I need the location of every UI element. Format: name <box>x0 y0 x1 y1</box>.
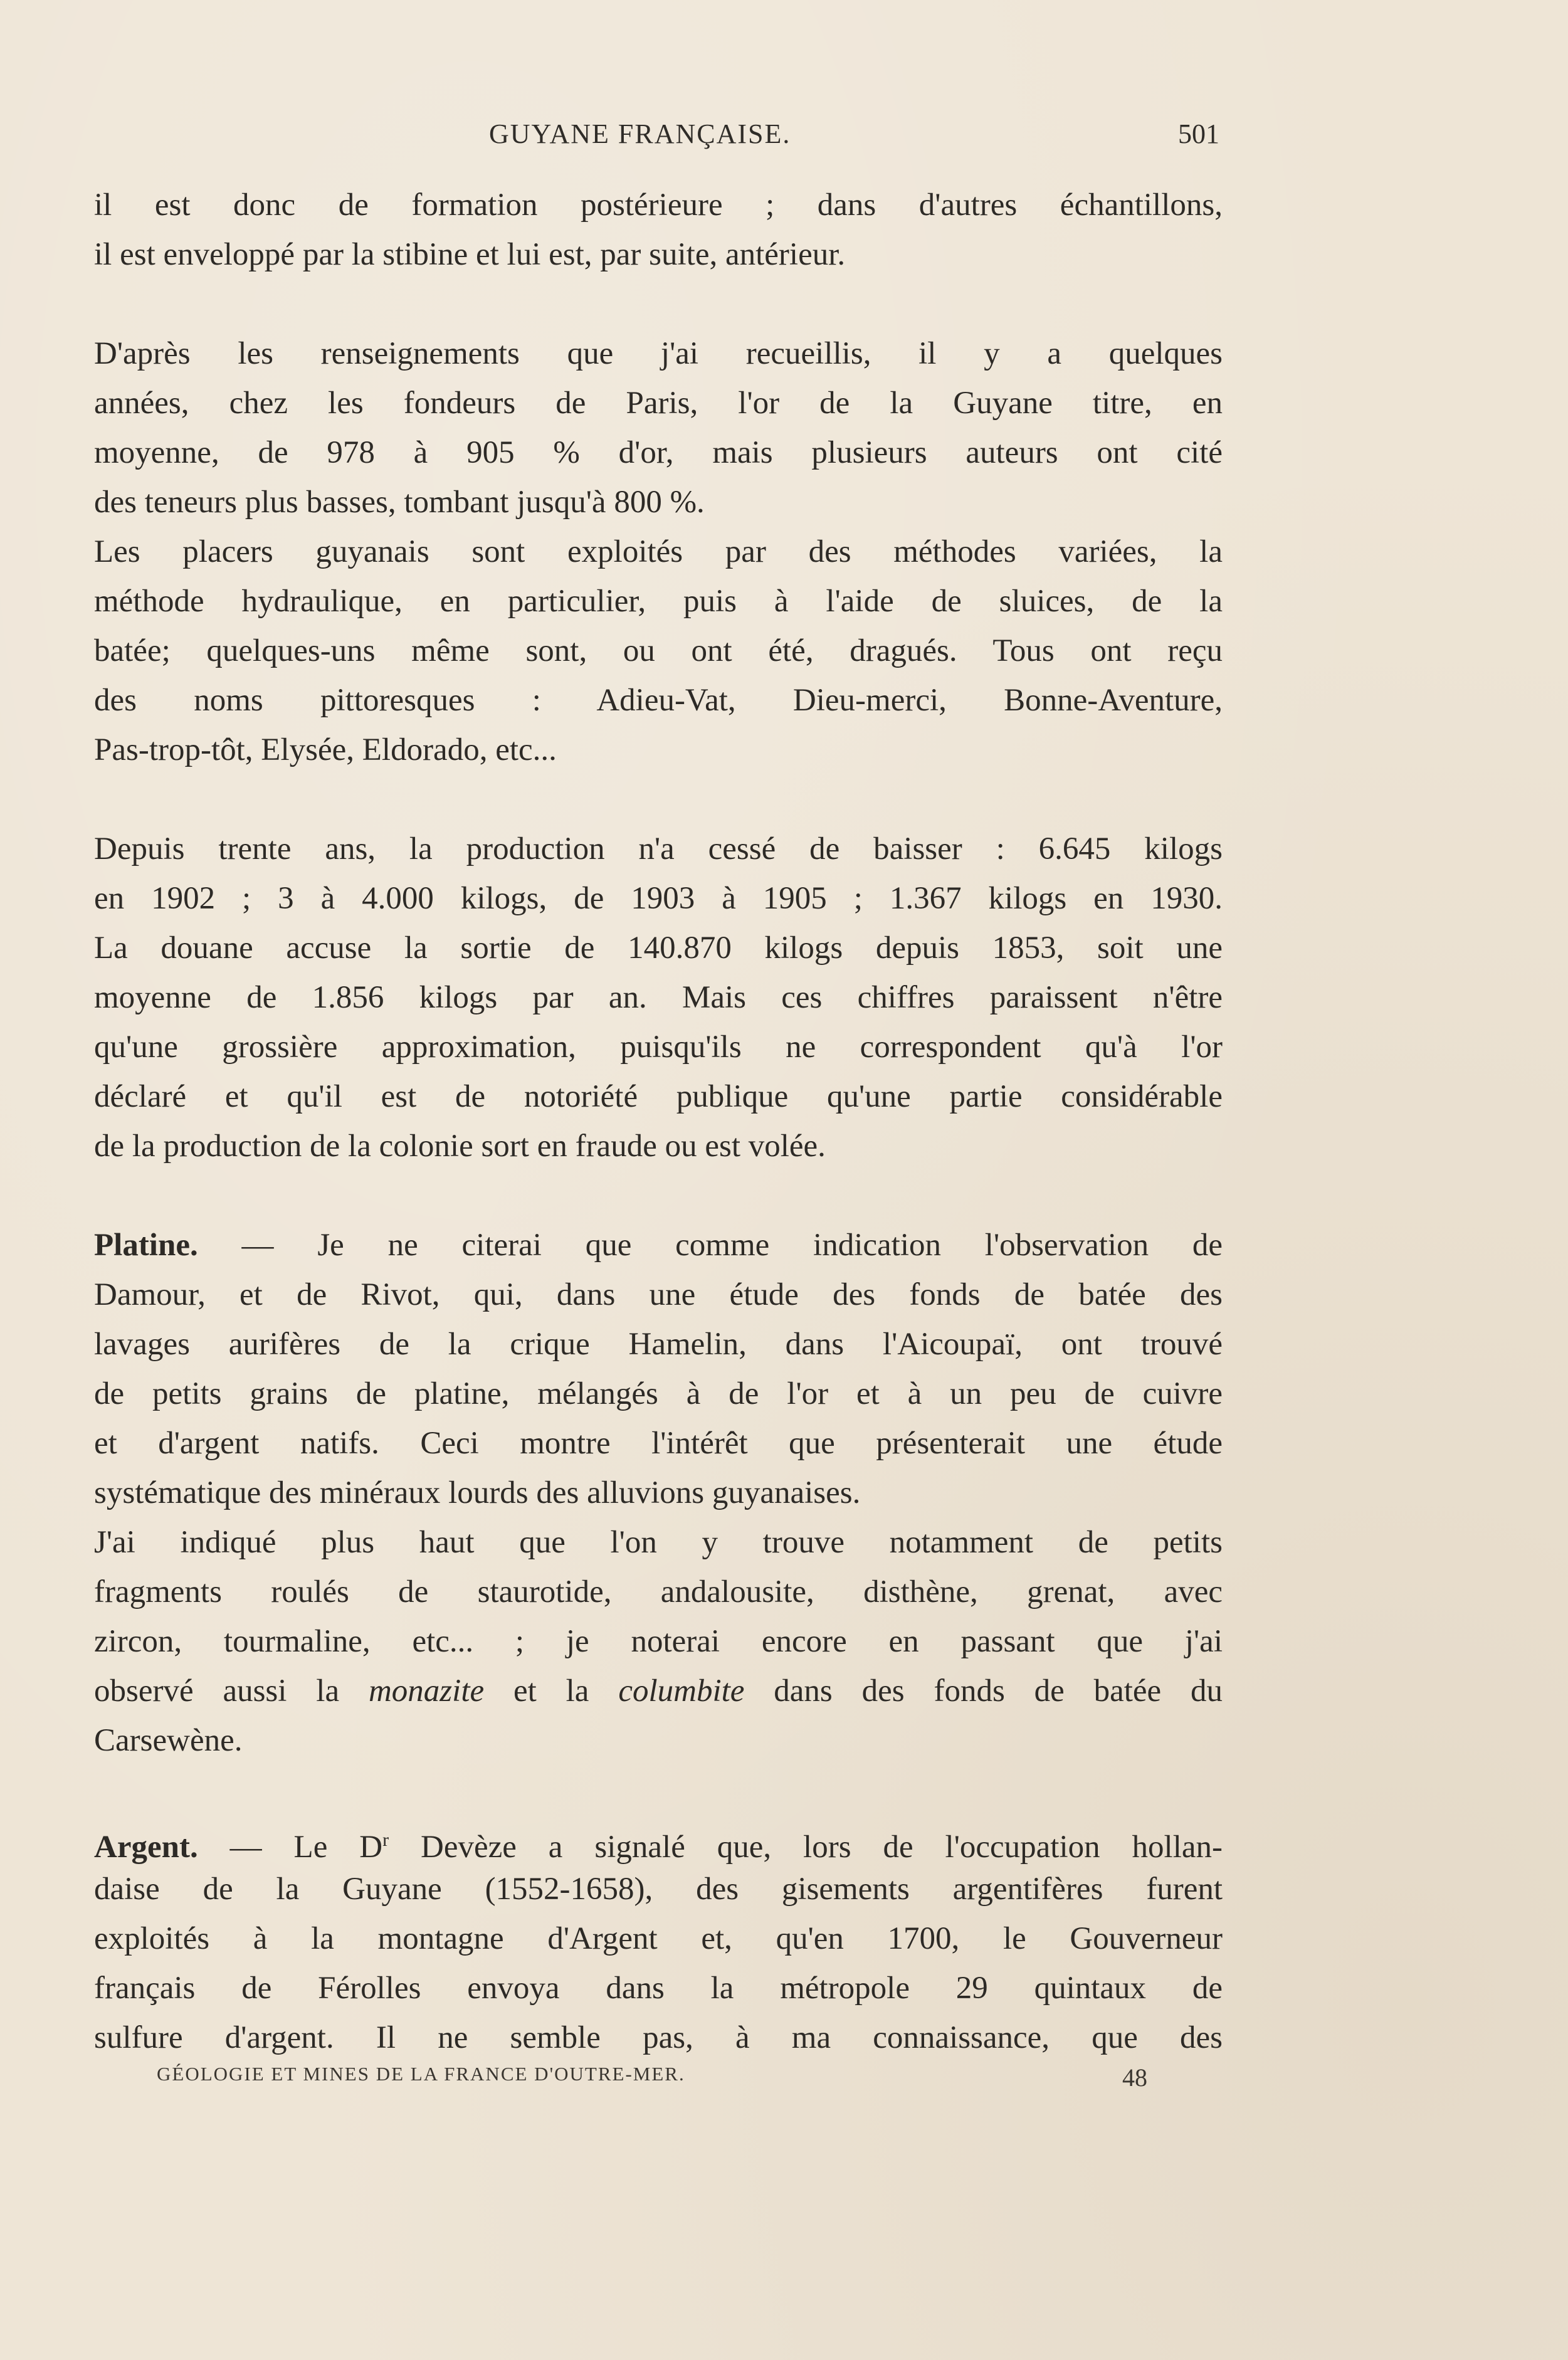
paragraph-placers <box>94 527 1223 775</box>
paragraph-heavy-minerals <box>94 1518 1223 1766</box>
body-text <box>94 181 1223 2063</box>
footer-title: GÉOLOGIE ET MINES DE LA FRANCE D'OUTRE-MER. <box>157 2063 685 2085</box>
section-argent <box>94 1815 1223 2063</box>
text-line: J'ai indiqué plus haut que l'on y trouve notamment de petits <box>94 1525 1223 1560</box>
text-line: batée; quelques-uns même sont, ou ont été, dragués. Tous ont reçu <box>94 633 1223 668</box>
text-line: D'après les renseignements que j'ai recueillis, il y a quelques <box>94 336 1223 371</box>
text-line: français de Férolles envoya dans la métropole 29 quintaux de <box>94 1971 1223 2006</box>
page-number: 501 <box>1178 119 1219 149</box>
text-line: qu'une grossière approximation, puisqu'ils ne correspondent qu'à l'or <box>94 1030 1223 1065</box>
title-superscript: r <box>382 1830 389 1850</box>
text-line: en 1902 ; 3 à 4.000 kilogs, de 1903 à 1905 ; 1.367 kilogs en 1930. <box>94 881 1223 916</box>
section-heading-platine: Platine. <box>94 1228 198 1263</box>
section-platine <box>94 1221 1223 1518</box>
text-line: et d'argent natifs. Ceci montre l'intérêt que présenterait une étude <box>94 1426 1223 1461</box>
text-line: daise de la Guyane (1552-1658), des gisements argentifères furent <box>94 1872 1223 1907</box>
text-line <box>94 1221 1223 1270</box>
text-line: Les placers guyanais sont exploités par des méthodes variées, la <box>94 534 1223 569</box>
text-line: années, chez les fondeurs de Paris, l'or de la Guyane titre, en <box>94 386 1223 421</box>
text-fragment: — Le D <box>229 1830 383 1865</box>
paragraph-gold-titre <box>94 329 1223 527</box>
text-line: fragments roulés de staurotide, andalousite, disthène, grenat, avec <box>94 1574 1223 1609</box>
text-line: méthode hydraulique, en particulier, puis à l'aide de sluices, de la <box>94 584 1223 619</box>
text-line: déclaré et qu'il est de notoriété publique qu'une partie considérable <box>94 1079 1223 1114</box>
text-line <box>94 1667 1223 1716</box>
text-line: de la production de la colonie sort en fraude ou est volée. <box>94 1129 826 1164</box>
text-line: Depuis trente ans, la production n'a cessé de baisser : 6.645 kilogs <box>94 831 1223 867</box>
text-line: sulfure d'argent. Il ne semble pas, à ma connaissance, que des <box>94 2020 1223 2055</box>
text-line: lavages aurifères de la crique Hamelin, dans l'Aicoupaï, ont trouvé <box>94 1327 1223 1362</box>
text-line: La douane accuse la sortie de 140.870 kilogs depuis 1853, soit une <box>94 930 1223 966</box>
text-line: des teneurs plus basses, tombant jusqu'à 800 %. <box>94 485 705 520</box>
text-fragment: dans des fonds de batée du <box>774 1673 1223 1709</box>
text-line: Pas-trop-tôt, Elysée, Eldorado, etc... <box>94 732 557 767</box>
paragraph-continuation <box>94 181 1223 280</box>
text-line: il est donc de formation postérieure ; dans d'autres échantillons, <box>94 187 1223 223</box>
text-line: des noms pittoresques : Adieu-Vat, Dieu-merci, Bonne-Aventure, <box>94 683 1223 718</box>
text-line: moyenne, de 978 à 905 % d'or, mais plusieurs auteurs ont cité <box>94 435 1223 470</box>
text-line: moyenne de 1.856 kilogs par an. Mais ces chiffres paraissent n'être <box>94 980 1223 1015</box>
text-line: zircon, tourmaline, etc... ; je noterai encore en passant que j'ai <box>94 1624 1223 1659</box>
signature-mark: 48 <box>1122 2063 1147 2092</box>
page-footer <box>94 2063 1147 2094</box>
page-header <box>94 118 1219 155</box>
text-line: il est enveloppé par la stibine et lui est, par suite, antérieur. <box>94 237 846 272</box>
mineral-name-monazite: monazite <box>368 1673 485 1709</box>
text-line <box>94 1815 1223 1865</box>
text-fragment: observé aussi la <box>94 1673 340 1709</box>
text-fragment: — Je ne citerai que comme indication l'observation de <box>241 1228 1223 1263</box>
text-line: exploités à la montagne d'Argent et, qu'en 1700, le Gouverneur <box>94 1921 1223 1956</box>
text-line: de petits grains de platine, mélangés à de l'or et à un peu de cuivre <box>94 1376 1223 1411</box>
paragraph-production <box>94 824 1223 1171</box>
text-fragment: et la <box>513 1673 589 1709</box>
text-line: Carsewène. <box>94 1723 243 1758</box>
section-heading-argent: Argent. <box>94 1830 198 1865</box>
text-line: Damour, et de Rivot, qui, dans une étude des fonds de batée des <box>94 1277 1223 1312</box>
running-title: GUYANE FRANÇAISE. <box>489 119 791 149</box>
text-fragment: Devèze a signalé que, lors de l'occupation hollan- <box>421 1830 1223 1865</box>
mineral-name-columbite: columbite <box>618 1673 745 1709</box>
text-line: systématique des minéraux lourds des alluvions guyanaises. <box>94 1475 861 1510</box>
